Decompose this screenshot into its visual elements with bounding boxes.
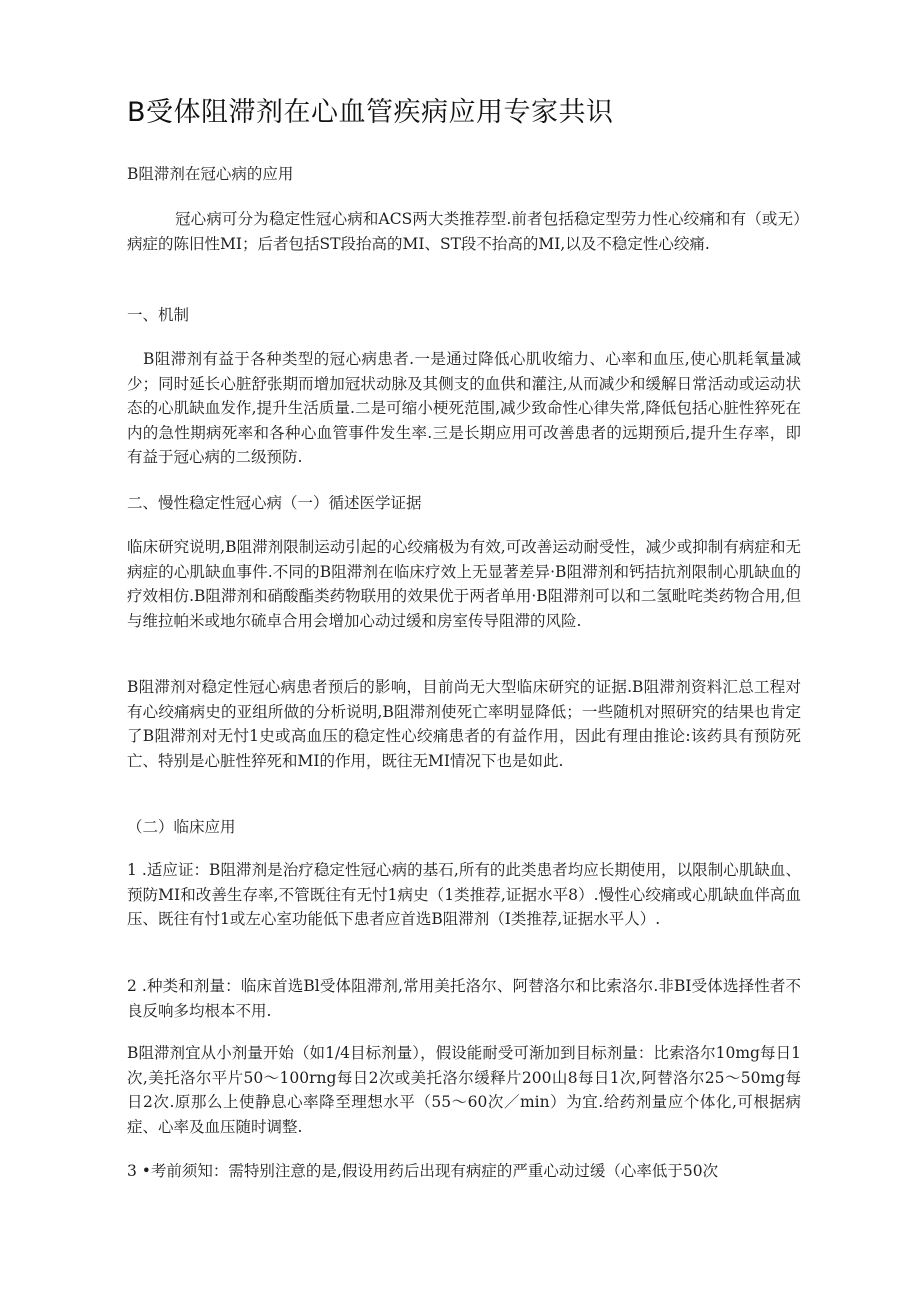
paragraph-dosing-regimen: B阻滞剂宜从小剂量开始（如1/4目标剂量），假设能耐受可渐加到目标剂量：比索洛尔10mg每日1次,美托洛尔平片50～100rng每日2次或美托洛尔缓释片200山8每日1次,阿替洛尔25～50mg每日2次.原那么上使静息心率降至理想水平（55～60次／min）为宜.给药剂量应个体化,可根据病症、心率及血压随时调整. xyxy=(127,1044,801,1136)
section-heading-clinical-use: （二）临床应用 xyxy=(127,818,236,836)
section-heading-mechanism: 一、机制 xyxy=(127,306,190,324)
paragraph-precautions: 3 •考前须知：需特别注意的是,假设用药后出现有病症的严重心动过缓（心率低于50次 xyxy=(127,1162,719,1180)
paragraph-prognosis: B阻滞剂对稳定性冠心病患者预后的影响，目前尚无大型临床研究的证据.B阻滞剂资料汇总工程对有心绞痛病史的亚组所做的分析说明,B阻滞剂使死亡率明显降低；一些随机对照研究的结果也肯定了B阻滞剂对无忖1史或高血压的稳定性心绞痛患者的有益作用，因此有理由推论:该药具有预防死亡、特别是心脏性猝死和MI的作用，既往无MI情况下也是如此. xyxy=(127,678,801,770)
section-heading-stable-cad: 二、慢性稳定性冠心病（一）循述医学证据 xyxy=(127,494,422,512)
paragraph-clinical-evidence: 临床研究说明,B阻滞剂限制运动引起的心绞痛极为有效,可改善运动耐受性，减少或抑制有病症和无病症的心肌缺血事件.不同的B阻滞剂在临床疗效上无显著差异·B阻滞剂和钙拮抗剂限制心肌缺血的疗效相仿.B阻滞剂和硝酸酯类药物联用的效果优于两者单用·B阻滞剂可以和二氢毗咤类药物合用,但与维拉帕米或地尔硫卓合用会增加心动过缓和房室传导阻滞的风险. xyxy=(127,538,801,630)
paragraph-mechanism: B阻滞剂有益于各种类型的冠心病患者.一是通过降低心肌收缩力、心率和血压,使心肌耗氧量减少；同时延长心脏舒张期而增加冠状动脉及其侧支的血供和灌注,从而减少和缓解日常活动或运动状态的心肌缺血发作,提升生活质量.二是可缩小梗死范围,减少致命性心律失常,降低包括心脏性猝死在内的急性期病死率和各种心血管事件发生率.三是长期应用可改善患者的远期预后,提升生存率，即有益于冠心病的二级预防. xyxy=(127,350,801,466)
paragraph-types-dosage: 2 .种类和剂量：临床首选Bl受体阻滞剂,常用美托洛尔、阿替洛尔和比索洛尔.非BI受体选择性者不良反响多均根本不用. xyxy=(127,977,801,1020)
paragraph-cad-classification: 冠心病可分为稳定性冠心病和ACS两大类推荐型.前者包括稳定型劳力性心绞痛和有（或无）病症的陈旧性MI；后者包括ST段抬高的MI、ST段不抬高的MI,以及不稳定性心绞痛. xyxy=(127,210,801,253)
section-heading-cad: B阻滞剂在冠心病的应用 xyxy=(127,165,294,183)
paragraph-indications: 1 .适应证：B阻滞剂是治疗稳定性冠心病的基石,所有的此类患者均应长期使用，以限制心肌缺血、预防MI和改善生存率,不管既往有无忖1病史（1类推荐,证据水平8）.慢性心绞痛或心肌缺血伴高血压、既往有忖1或左心室功能低下患者应首选B阻滞剂（I类推荐,证据水平人）. xyxy=(127,861,801,928)
document-title: B受体阻滞剂在心血管疾病应用专家共识 xyxy=(127,97,614,128)
